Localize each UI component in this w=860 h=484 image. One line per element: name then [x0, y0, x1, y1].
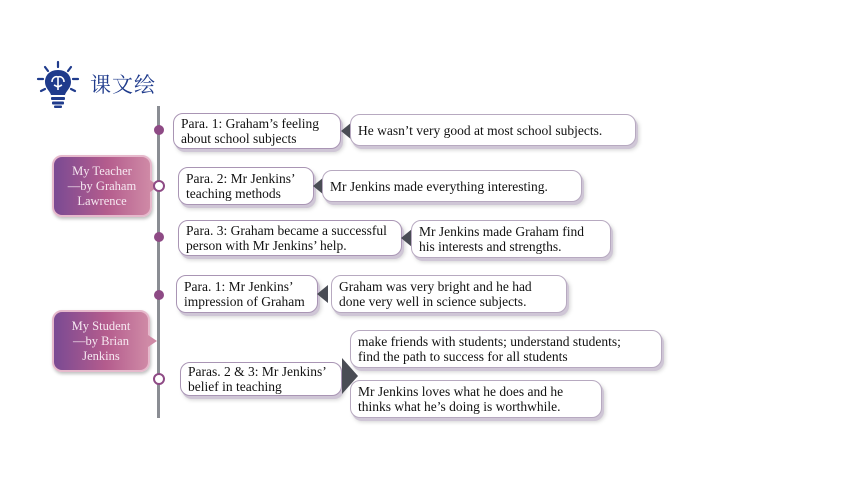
- detail-box: [350, 114, 636, 146]
- timeline-node: [153, 373, 165, 385]
- detail-box: [350, 380, 602, 418]
- detail-box: [350, 330, 662, 368]
- group-title-my-student: [52, 310, 150, 372]
- detail-box: [411, 220, 611, 258]
- detail-line: Mr Jenkins made Graham find: [419, 224, 584, 239]
- group-title-my-teacher: [52, 155, 152, 217]
- para-box: [178, 167, 314, 205]
- group-title-line: Lawrence: [77, 193, 127, 208]
- detail-line: his interests and strengths.: [419, 239, 562, 254]
- para-line: impression of Graham: [184, 294, 305, 309]
- detail-box: [322, 170, 582, 202]
- group-title-line: Jenkins: [82, 348, 120, 363]
- detail-line: done very well in science subjects.: [339, 294, 527, 309]
- group-title-line: My Teacher: [72, 163, 132, 178]
- detail-box: [331, 275, 567, 313]
- para-line: Para. 1: Graham’s feeling: [181, 116, 319, 131]
- para-line: about school subjects: [181, 131, 297, 146]
- para-line: Para. 2: Mr Jenkins’: [186, 171, 296, 186]
- para-box: [180, 362, 342, 396]
- lightbulb-brain-icon: [36, 60, 80, 108]
- para-line: Paras. 2 & 3: Mr Jenkins’: [188, 364, 327, 379]
- para-box: [176, 275, 318, 313]
- para-box: [173, 113, 341, 149]
- detail-line: find the path to success for all students: [358, 349, 568, 364]
- group-title-line: My Student: [71, 318, 131, 333]
- timeline-node: [153, 180, 165, 192]
- detail-line: He wasn’t very good at most school subjects.: [358, 122, 603, 138]
- para-box: [178, 220, 402, 256]
- detail-line: make friends with students; understand students;: [358, 334, 621, 349]
- timeline-dot: [154, 290, 164, 300]
- para-line: person with Mr Jenkins’ help.: [186, 238, 347, 253]
- para-line: Para. 3: Graham became a successful: [186, 223, 387, 238]
- timeline-dot: [154, 125, 164, 135]
- detail-line: thinks what he’s doing is worthwhile.: [358, 399, 561, 414]
- para-line: Para. 1: Mr Jenkins’: [184, 279, 294, 294]
- detail-line: Mr Jenkins loves what he does and he: [358, 384, 564, 399]
- section-title: 课文绘: [90, 73, 156, 97]
- detail-line: Graham was very bright and he had: [339, 279, 532, 294]
- para-line: teaching methods: [186, 186, 281, 201]
- group-title-line: —by Brian: [73, 333, 129, 348]
- para-line: belief in teaching: [188, 379, 282, 394]
- section-heading: [36, 60, 156, 108]
- detail-line: Mr Jenkins made everything interesting.: [330, 178, 548, 194]
- timeline-spine: [157, 106, 160, 418]
- timeline-dot: [154, 232, 164, 242]
- group-title-line: —by Graham: [67, 178, 137, 193]
- connector-arrow: [317, 285, 328, 303]
